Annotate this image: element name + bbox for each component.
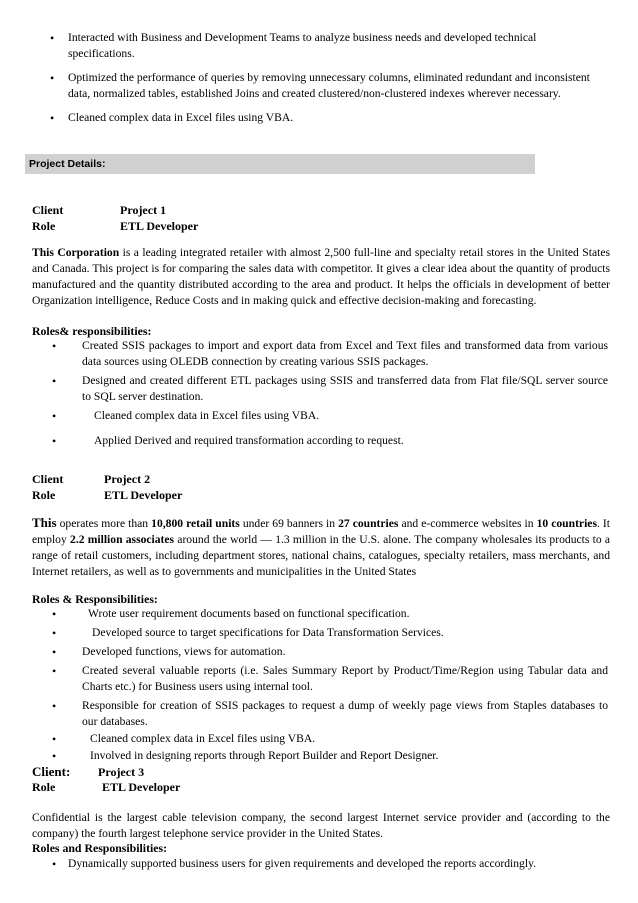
- project1-description: This Corporation is a leading integrated retailer with almost 2,500 full-line and specialty retail stores in the United States and Canada. This project is for comparing the sales data with competitor. It gives a clear idea about the quantity of products manufactured and the quantity distributed according to the area and product. It helps the officials in development of better Organization intelligence, Reduce Costs and in making quick and effective decision-making and forecasting.: [32, 246, 610, 307]
- project3-client-row: [32, 764, 145, 780]
- list-item: • Responsible for creation of SSIS packages to request a dump of weekly page views from Staples databases to our databases.: [52, 699, 608, 728]
- bullet-icon: •: [52, 699, 57, 713]
- list-item: • Cleaned complex data in Excel files using VBA.: [50, 111, 294, 125]
- project2-description: This operates more than 10,800 retail units under 69 banners in 27 countries and e-commerce websites in 10 countries. It employ 2.2 million associates around the world — 1.3 million in the U.S. alone. The company wholesales its products to a range of retail customers, including department stores, national chains, catalogues, specialty retailers, mass merchants, and Internet retailers, as well as to governments and municipalities in the United States: [32, 515, 610, 578]
- project1-client-row: [32, 202, 167, 218]
- bullet-icon: •: [52, 607, 57, 621]
- list-item: • Cleaned complex data in Excel files using VBA.: [52, 732, 316, 746]
- role-value: ETL Developer: [120, 219, 199, 233]
- bullet-icon: •: [52, 434, 57, 448]
- project2-roles-heading: Roles & Responsibilities:: [32, 592, 158, 606]
- role-value: ETL Developer: [102, 780, 181, 794]
- list-item: • Created SSIS packages to import and export data from Excel and Text files and transformed data from various data sources using OLEDB connection by creating various SSIS packages.: [52, 339, 608, 368]
- bullet-icon: •: [52, 626, 57, 640]
- bullet-icon: •: [52, 664, 57, 678]
- role-label: Role: [32, 488, 56, 502]
- client-value: Project 3: [98, 765, 145, 779]
- bullet-icon: •: [52, 749, 57, 763]
- list-item: • Developed functions, views for automation.: [52, 645, 286, 659]
- list-item: • Designed and created different ETL packages using SSIS and transferred data from Flat file/SQL server source to SQL server destination.: [52, 374, 608, 403]
- bullet-icon: •: [50, 71, 55, 85]
- project2-client-row: [32, 471, 151, 487]
- client-value: Project 2: [104, 472, 151, 486]
- role-value: ETL Developer: [104, 488, 183, 502]
- list-item: • Cleaned complex data in Excel files using VBA.: [52, 409, 320, 423]
- list-item: • Applied Derived and required transformation according to request.: [52, 434, 404, 448]
- bullet-icon: •: [52, 732, 57, 746]
- project2-role-row: [32, 487, 183, 503]
- bullet-icon: •: [50, 111, 55, 125]
- list-item: • Wrote user requirement documents based on functional specification.: [52, 607, 410, 621]
- list-item: • Optimized the performance of queries by removing unnecessary columns, eliminated redundant and inconsistent data, normalized tables, established Joins and created clustered/non-clustered indexes wherever necessary.: [50, 71, 590, 100]
- project3-roles-heading: Roles and Responsibilities:: [32, 841, 168, 855]
- role-label: Role: [32, 780, 56, 794]
- client-value: Project 1: [120, 203, 167, 217]
- top-bullet-list: [0, 30, 638, 134]
- bullet-icon: •: [52, 409, 57, 423]
- list-item: • Involved in designing reports through Report Builder and Report Designer.: [52, 749, 439, 763]
- list-item: • Interacted with Business and Development Teams to analyze business needs and developed technical specifications.: [50, 31, 537, 60]
- list-item: • Developed source to target specifications for Data Transformation Services.: [52, 626, 444, 640]
- client-label: Client: [32, 472, 64, 486]
- client-label: Client:: [32, 764, 71, 779]
- role-label: Role: [32, 219, 56, 233]
- project2-bullet-list: [0, 606, 638, 764]
- bullet-icon: •: [52, 374, 57, 388]
- project3-bullet-list: [0, 856, 638, 872]
- bullet-icon: •: [52, 857, 57, 871]
- project3-description: Confidential is the largest cable television company, the second largest Internet service provider and (according to the company) the fourth largest telephone service provider in the United States.: [32, 811, 610, 840]
- bullet-icon: •: [52, 645, 57, 659]
- client-label: Client: [32, 203, 64, 217]
- list-item: • Dynamically supported business users for given requirements and developed the reports accordingly.: [52, 857, 537, 871]
- project3-role-row: [32, 779, 181, 795]
- project1-bullet-list: [0, 338, 638, 449]
- project-details-header: Project Details:: [25, 154, 535, 174]
- list-item: • Created several valuable reports (i.e. Sales Summary Report by Product/Time/Region using Tabular data and Charts etc.) for Business users using internal tool.: [52, 664, 608, 693]
- bullet-icon: •: [52, 339, 57, 353]
- project1-role-row: [32, 218, 199, 234]
- bullet-icon: •: [50, 31, 55, 45]
- project1-roles-heading: Roles& responsibilities:: [32, 324, 152, 338]
